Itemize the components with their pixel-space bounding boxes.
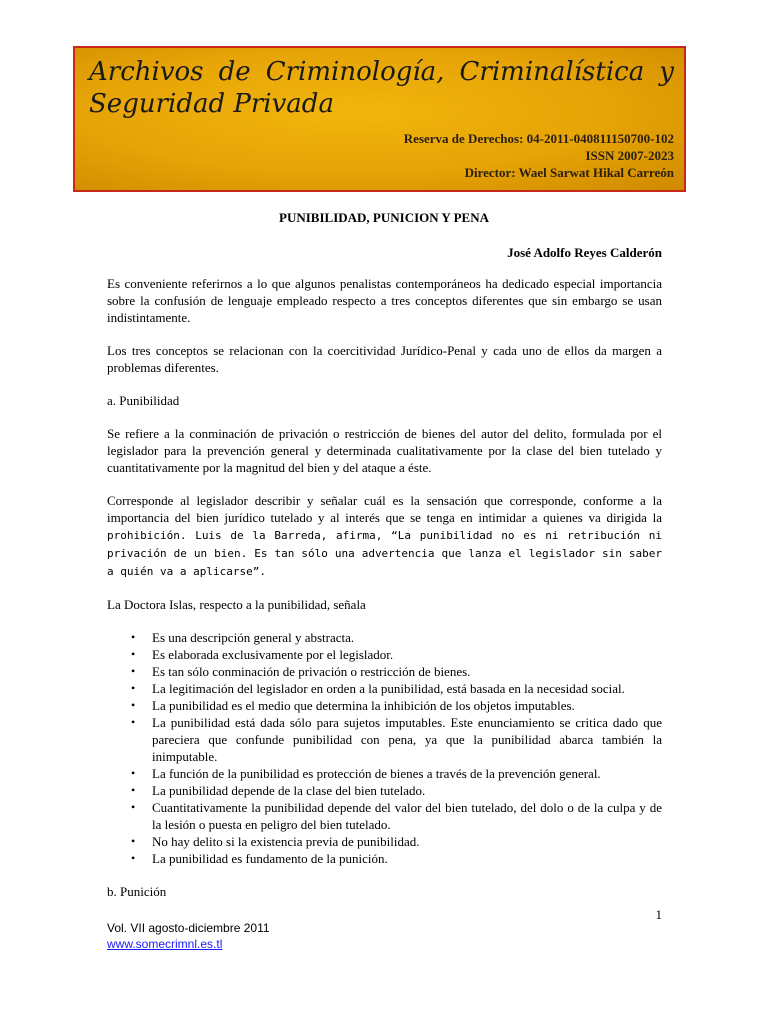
bullet-text: La punibilidad es el medio que determina la inhibición de los objetos imputables. (152, 698, 575, 713)
journal-meta (404, 130, 674, 181)
director: Director: Wael Sarwat Hikal Carreón (464, 165, 674, 180)
bullet-text: La punibilidad depende de la clase del bien tutelado. (152, 783, 426, 798)
bullet-text: La punibilidad es fundamento de la punición. (152, 851, 388, 866)
bullet-text: Es elaborada exclusivamente por el legislador. (152, 647, 394, 662)
paragraph-islas: La Doctora Islas, respecto a la punibilidad, señala (107, 597, 366, 612)
section-heading-punibilidad: a. Punibilidad (107, 393, 180, 408)
bullet-dot-icon: • (131, 766, 136, 780)
bullet-dot-icon: • (131, 851, 136, 865)
paragraph-legislator (107, 492, 662, 580)
bullet-text: Es una descripción general y abstracta. (152, 630, 355, 645)
rights-reservation: Reserva de Derechos: 04-2011-040811150700-102 (403, 131, 674, 146)
barreda-quote: prohibición. Luis de la Barreda, afirma, “La punibilidad no es ni retribución ni privación de un bien. Es tan sólo una advertencia que lanza el legislador sin saber a quién va a aplicarse”. (107, 529, 662, 578)
paragraph-legislator-text: Corresponde al legislador describir y señalar cuál es la sensación que corresponde, conforme a la importancia del bien jurídico tutelado y al interés que se tenga en intimidar a quienes va dirigida la (107, 493, 662, 525)
bullet-item (131, 833, 662, 850)
bullet-item (131, 680, 662, 697)
section-heading-punicion: b. Punición (107, 884, 167, 899)
paragraph-definition: Se refiere a la conminación de privación o restricción de bienes del autor del delito, formulada por el legislador para la prevención general y determinada cualitativamente por la clase del bien tutelado y cuantitativamente por la magnitud del bien y del ataque a éste. (107, 426, 662, 475)
page-number: 1 (655, 907, 662, 922)
bullet-item (131, 850, 662, 867)
paragraph-concepts: Los tres conceptos se relacionan con la coercitividad Jurídico-Penal y cada uno de ellos da margen a problemas diferentes. (107, 343, 662, 375)
footer-volume: Vol. VII agosto-diciembre 2011 (107, 921, 270, 935)
footer-website-link[interactable]: www.somecrimnl.es.tl (107, 937, 223, 951)
bullet-item (131, 663, 662, 680)
bullet-text: La función de la punibilidad es protección de bienes a través de la prevención general. (152, 766, 601, 781)
article-author: José Adolfo Reyes Calderón (507, 245, 662, 260)
bullet-dot-icon: • (131, 800, 136, 814)
article-title: PUNIBILIDAD, PUNICION Y PENA (279, 210, 489, 225)
article-body (107, 275, 662, 916)
bullet-text: La punibilidad está dada sólo para sujetos imputables. Este enunciamiento se critica dado que pareciera que confunde punibilidad con pena, ya que la punibilidad abarca también la inimputable. (152, 715, 662, 764)
journal-banner (73, 46, 686, 192)
page-footer (107, 920, 270, 952)
bullet-item (131, 714, 662, 765)
bullet-text: La legitimación del legislador en orden a la punibilidad, está basada en la necesidad social. (152, 681, 625, 696)
journal-title: Archivos de Criminología, Criminalística y Seguridad Privada (89, 57, 674, 119)
bullet-dot-icon: • (131, 630, 136, 644)
bullet-dot-icon: • (131, 698, 136, 712)
bullet-item (131, 629, 662, 646)
bullet-dot-icon: • (131, 647, 136, 661)
paragraph-intro: Es conveniente referirnos a lo que algunos penalistas contemporáneos ha dedicado especial importancia sobre la confusión de lenguaje empleado respecto a tres conceptos diferentes que sin embargo se usan indistintamente. (107, 276, 662, 325)
bullet-text: Cuantitativamente la punibilidad depende del valor del bien tutelado, del dolo o de la culpa y de la lesión o puesta en peligro del bien tutelado. (152, 800, 662, 832)
bullet-dot-icon: • (131, 664, 136, 678)
bullet-dot-icon: • (131, 715, 136, 729)
bullet-item (131, 782, 662, 799)
issn: ISSN 2007-2023 (585, 148, 674, 163)
bullet-text: Es tan sólo conminación de privación o restricción de bienes. (152, 664, 471, 679)
bullet-item (131, 646, 662, 663)
bullet-item (131, 697, 662, 714)
bullet-dot-icon: • (131, 681, 136, 695)
bullet-text: No hay delito si la existencia previa de punibilidad. (152, 834, 420, 849)
bullet-dot-icon: • (131, 834, 136, 848)
bullet-item (131, 799, 662, 833)
bullet-dot-icon: • (131, 783, 136, 797)
bullet-item (131, 765, 662, 782)
punibilidad-bullet-list (107, 629, 662, 867)
